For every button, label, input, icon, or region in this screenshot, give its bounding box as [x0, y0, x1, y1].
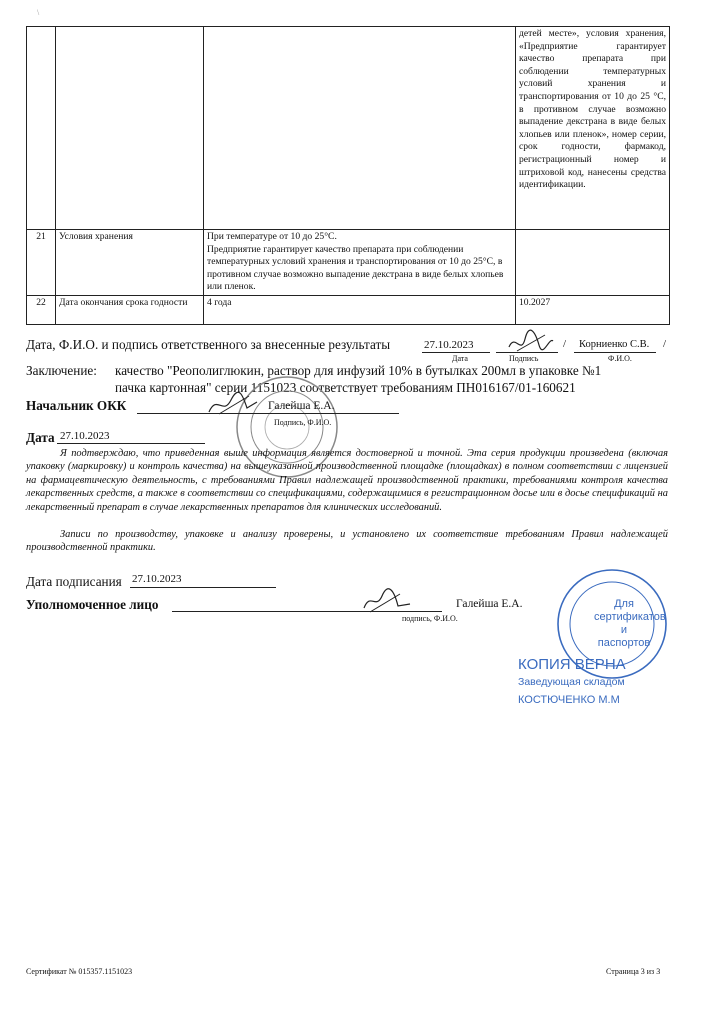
cell-value-empty	[204, 27, 516, 230]
row-value-line1: При температуре от 10 до 25°С.	[207, 231, 337, 242]
conclusion-label: Заключение:	[26, 363, 97, 378]
row-note-empty	[516, 230, 670, 296]
responsible-name: Корниенко С.В.	[579, 339, 650, 350]
blue-stamp-line3: и паспортов	[597, 624, 651, 649]
chief-caption: Подпись, Ф.И.О.	[274, 418, 332, 427]
blue-stamp-text	[594, 598, 666, 650]
row-number: 22	[27, 295, 56, 324]
confirm-paragraph-2: Записи по производству, упаковке и анализу проверены, и установлено их соответствие требованиям Правил надлежащей производственной практики.	[26, 529, 668, 554]
table-row-21	[27, 230, 670, 296]
blue-stamp-line2: сертификатов	[594, 611, 666, 623]
responsible-date: 27.10.2023	[424, 339, 474, 351]
conclusion-line2: пачка картонная" серии 1151023 соответствует требованиям ПН016167/01-160621	[115, 380, 576, 395]
sign-underline	[496, 352, 558, 353]
chief-underline	[137, 413, 399, 414]
row-value-line2: Предприятие гарантирует качество препарата при соблюдении температурных условий хранения и транспортирования от 10 до 25°С, в противном случае возможно выпадение декстрана в виде белых хлопьев или пленок.	[207, 243, 504, 293]
confirm-paragraph-1: Я подтверждаю, что приведенная выше информация является достоверной и точной. Эта серия продукции произведена (включая упаковку (маркировку) и контроль качества) на вышеуказанной производственной площадке (площадках) в полном соответствии с лицензией на фармацевтическую деятельность, с требованиями Правил надлежащей производственной практики, требованиями контроля качества лекарственных средств, а также в соответствии со спецификациями, содержащимися в регистрационном досье или в досье спецификаций на лекарственный препарат в случае лекарственных препаратов для клинических исследований.	[26, 448, 668, 513]
cell-num-empty	[27, 27, 56, 230]
row-value	[204, 230, 516, 296]
signing-underline	[130, 587, 276, 588]
signing-label: Дата подписания	[26, 574, 122, 589]
corner-mark: \	[37, 8, 40, 17]
sep-slash: /	[563, 338, 567, 350]
cell-note-continued: детей месте», условия хранения, «Предприятие гарантирует качество препарата при соблюдении температурных условий хранения и транспортирования от 10 до 25 °С, в противном случае возможно выпадение декстрана в виде белых хлопьев или пленок», номер серии, срок годности, фармакод, регистрационный номер и штриховой код, нанесены средства идентификации.	[516, 27, 670, 230]
conclusion-line1: качество "Реополиглюкин, раствор для инфузий 10% в бутылках 200мл в упаковке №1	[115, 363, 602, 378]
blue-stamp-line1: Для	[614, 598, 634, 610]
caption-fio: Ф.И.О.	[608, 354, 632, 363]
authorized-caption: подпись, Ф.И.О.	[402, 614, 458, 623]
copy-stamp-role: Заведующая складом	[518, 676, 625, 688]
row-number: 21	[27, 230, 56, 296]
chief-name: Галейша Е.А.	[268, 400, 335, 412]
fio-underline	[574, 352, 656, 353]
signature-authorized-icon	[360, 588, 412, 614]
caption-sign: Подпись	[509, 354, 539, 363]
date-underline	[422, 352, 490, 353]
responsible-label: Дата, Ф.И.О. и подпись ответственного за внесенные результаты	[26, 337, 391, 352]
footer-certificate: Сертификат № 015357.1151023	[26, 967, 133, 976]
date-block-underline	[57, 443, 205, 444]
row-name: Дата окончания срока годности	[56, 295, 204, 324]
signature-chief-icon	[205, 392, 261, 418]
sep-slash-2: /	[663, 338, 667, 350]
signing-value: 27.10.2023	[132, 573, 182, 585]
chief-label: Начальник ОКК	[26, 398, 127, 413]
date-value: 27.10.2023	[60, 430, 110, 442]
copy-stamp-name: КОСТЮЧЕНКО М.М	[518, 694, 620, 706]
row-name: Условия хранения	[56, 230, 204, 296]
caption-date: Дата	[452, 354, 468, 363]
copy-stamp-title: КОПИЯ ВЕРНА	[518, 656, 626, 673]
cell-name-empty	[56, 27, 204, 230]
row-note: 10.2027	[516, 295, 670, 324]
date-label: Дата	[26, 430, 55, 445]
table-row-22	[27, 295, 670, 324]
authorized-name: Галейша Е.А.	[456, 598, 523, 610]
footer-page: Страница 3 из 3	[606, 967, 661, 976]
authorized-label: Уполномоченное лицо	[26, 597, 159, 612]
row-value: 4 года	[204, 295, 516, 324]
table-row-continued	[27, 27, 670, 230]
spec-table	[26, 26, 670, 325]
